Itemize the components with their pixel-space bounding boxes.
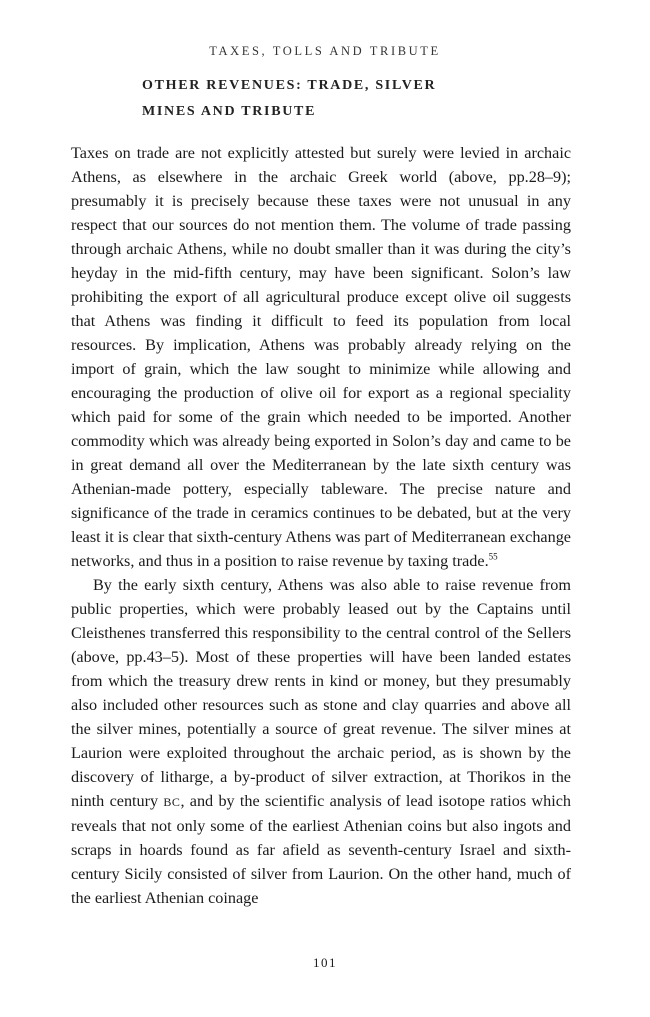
running-head: TAXES, TOLLS AND TRIBUTE (209, 44, 441, 58)
paragraph-2-text-start: By the early sixth century, Athens was also able to raise revenue from public properties, which were probably leased out by the Captains until Cleisthenes transferred this responsibility to the central control of the Sellers (above, pp.43–5). Most of these properties will have been landed estates from which the treasury drew rents in kind or money, but they presumably also included other resources such as stone and clay quarries and above all the silver mines, potentially a source of great revenue. The silver mines at Laurion were exploited throughout the archaic period, as is shown by the discovery of litharge, a by-product of silver extraction, at Thorikos in the ninth century (71, 576, 571, 810)
paragraph-2-text-end: , and by the scientific analysis of lead isotope ratios which reveals that not only some of the earliest Athenian coins but also ingots and scraps in hoards found as far afield as seventh-century Israel and sixth-century Sicily consisted of silver from Laurion. On the other hand, much of the earliest Athenian coinage (71, 792, 571, 907)
era-abbreviation: BC (163, 795, 181, 809)
body-text (71, 141, 571, 910)
paragraph-1-text: Taxes on trade are not explicitly attested but surely were levied in archaic Athens, as elsewhere in the archaic Greek world (above, pp.28–9); presumably it is precisely because these taxes were not unusual in any respect that our sources do not mention them. The volume of trade passing through archaic Athens, while no doubt smaller than it was during the city’s heyday in the mid-fifth century, may have been significant. Solon’s law prohibiting the export of all agricultural produce except olive oil suggests that Athens was finding it difficult to feed its population from local resources. By implication, Athens was probably already relying on the import of grain, which the law sought to minimize while allowing and encouraging the production of olive oil for export as a regional speciality which paid for some of the grain which needed to be imported. Another commodity which was already being exported in Solon’s day and came to be in great demand all over the Mediterranean by the late sixth century was Athenian-made pottery, especially tableware. The precise nature and significance of the trade in ceramics continues to be debated, but at the very least it is clear that sixth-century Athens was part of Mediterranean exchange networks, and thus in a position to raise revenue by taxing trade. (71, 144, 571, 570)
page-number: 101 (313, 955, 337, 970)
section-heading-line-2: MINES AND TRIBUTE (142, 104, 317, 119)
paragraph-1 (71, 141, 571, 573)
section-heading (142, 73, 562, 125)
paragraph-2 (71, 573, 571, 910)
section-heading-line-1: OTHER REVENUES: TRADE, SILVER (142, 78, 437, 93)
footnote-marker[interactable]: 55 (488, 551, 498, 562)
